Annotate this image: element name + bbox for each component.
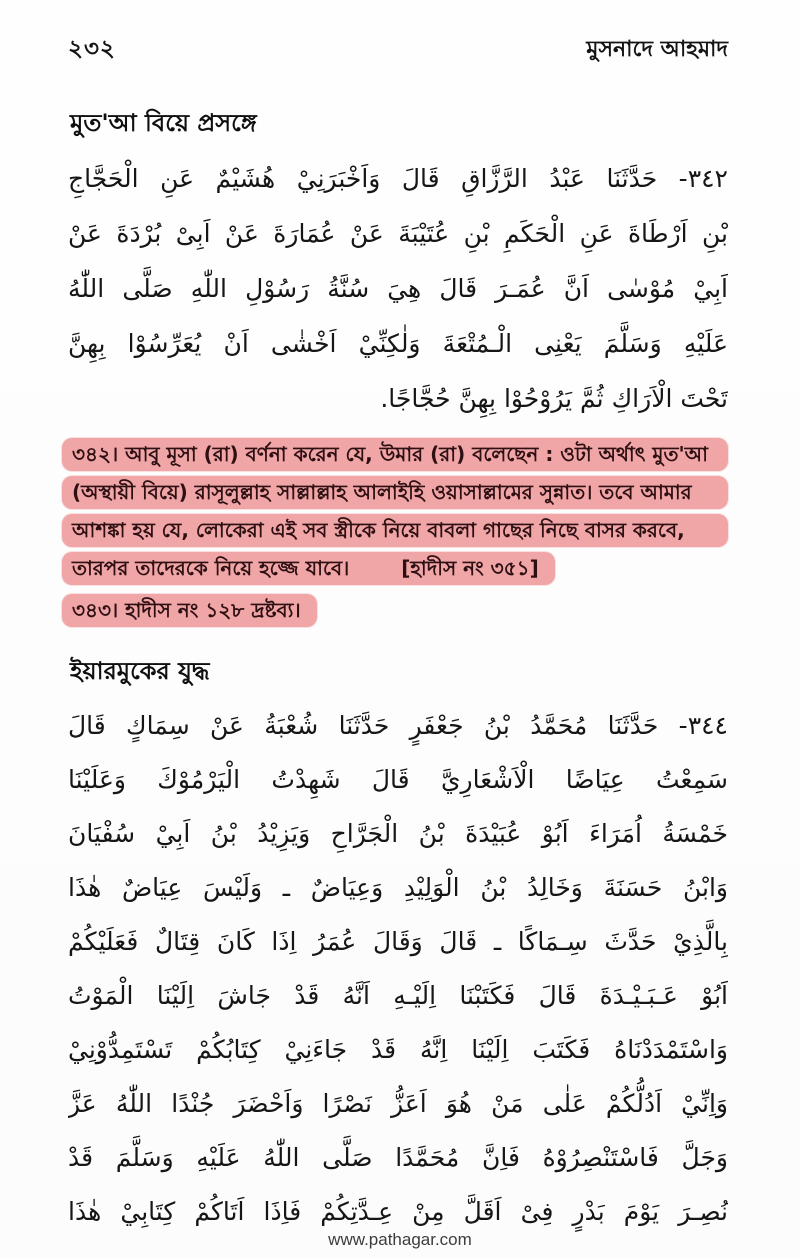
hadith-342-arabic-text bbox=[68, 151, 728, 426]
website-watermark: www.pathagar.com bbox=[328, 1230, 472, 1249]
section-heading-muta: মুত'আ বিয়ে প্রসঙ্গে bbox=[70, 109, 257, 137]
arabic-line: بْنِ اَرْطَاةَ عَنِ الْحَكَمِ بْنِ عُتَيْبَةَ عَنْ عُمَارَةَ عَنْ اَبِىْ بُرْدَةَ عَنْ bbox=[68, 219, 728, 248]
arabic-line: وَاِنِّيْ اَدُلُّكُمْ عَلٰى مَنْ هُوَ اَعَزُّ نَصْرًا وَاَحْضَرَ جُنْدًا اللّٰهُ عَزَّ bbox=[68, 1089, 728, 1118]
arabic-line: وَجَلَّ فَاسْتَنْصِرُوْهُ فَاِنَّ مُحَمَّدًا صَلَّى اللّٰهُ عَلَيْهِ وَسَلَّمَ قَدْ bbox=[68, 1143, 728, 1172]
arabic-line: اَبِيْ مُوْسٰى اَنَّ عُمَـرَ قَالَ هِيَ سُنَّةُ رَسُوْلِ اللّٰهِ صَلَّى اللّٰهُ bbox=[68, 274, 728, 303]
arabic-line: خَمْسَةُ اُمَرَاءَ اَبُوْ عُبَيْدَةَ بْنُ الْجَرَّاحِ وَيَزِيْدُ بْنُ اَبِيْ سُفْيَانَ bbox=[68, 819, 728, 848]
arabic-line: بِالَّذِيْ حَدَّثَ سِـمَاكًا ـ قَالَ وَقَالَ عُمَرُ اِذَا كَانَ قِتَالٌ فَعَلَيْكُمْ bbox=[68, 927, 728, 956]
arabic-line: نُصِـرَ يَوْمَ بَدْرٍ فِىْ اَقَلَّ مِنْ عِـدَّتِكُمْ فَاِذَا اَتَاكُمْ كِتَابِيْ هٰذَا bbox=[68, 1197, 728, 1226]
translation-last-line: তারপর তাদেরকে নিয়ে হজ্জে যাবে। bbox=[72, 556, 350, 580]
arabic-line: ٣٤٤- حَدَّثَنَا مُحَمَّدُ بْنُ جَعْفَرٍ حَدَّثَنَا شُعْبَةُ عَنْ سِمَاكٍ قَالَ bbox=[68, 711, 728, 740]
arabic-line: عَلَيْهِ وَسَلَّمَ يَعْنِى الْـمُتْعَةَ وَلٰكِنِّيْ اَخْشٰى اَنْ يُعَرِّسُوْا بِهِنَّ bbox=[68, 329, 728, 358]
page-header bbox=[68, 30, 728, 69]
arabic-line: وَابْنُ حَسَنَةَ وَخَالِدُ بْنُ الْوَلِيْدِ وَعِيَاضٌ ـ وَلَيْسَ عِيَاضٌ هٰذَا bbox=[68, 873, 728, 902]
book-title: মুসনাদে আহমাদ bbox=[586, 37, 728, 62]
arabic-line: اَبُوْ عَـبَـيْـدَةَ قَالَ فَكَتَبْنَا اِلَيْـهِ اَنَّهُ قَدْ جَاشَ اِلَيْنَا الْمَوْتُ bbox=[68, 981, 728, 1010]
cross-reference-343: ৩৪৩। হাদীস নং ১২৮ দ্রষ্টব্য। bbox=[62, 594, 317, 627]
hadith-342-translation bbox=[68, 438, 728, 627]
highlighted-line: আশঙ্কা হয় যে, লোকেরা এই সব স্ত্রীকে নিয়ে বাবলা গাছের নিছে বাসর করবে, bbox=[62, 514, 728, 547]
highlighted-line: ৩৪২। আবু মূসা (রা) বর্ণনা করেন যে, উমার (রা) বলেছেন : ওটা অর্থাৎ মুত'আ bbox=[62, 438, 728, 471]
highlighted-line bbox=[62, 552, 555, 585]
section-heading-yarmouk: ইয়ারমুকের যুদ্ধ bbox=[70, 657, 210, 685]
arabic-line: وَاسْتَمْدَدْنَاهُ فَكَتَبَ اِلَيْنَا اِنَّهُ قَدْ جَاءَنِيْ كِتَابُكُمْ تَسْتَمِدُّوْنِيْ bbox=[68, 1035, 728, 1064]
page-number: ২৩২ bbox=[68, 36, 116, 62]
arabic-line: ٣٤٢- حَدَّثَنَا عَبْدُ الرَّزَّاقِ قَالَ وَاَخْبَرَنِيْ هُشَيْمٌ عَنِ الْحَجَّاجِ bbox=[68, 164, 728, 193]
hadith-reference-tag: [হাদীস নং ৩৫১] bbox=[401, 556, 539, 580]
highlighted-line: (অস্থায়ী বিয়ে) রাসূলুল্লাহ সাল্লাল্লাহ আলাইহি ওয়াসাল্লামের সুন্নাত। তবে আমার bbox=[62, 476, 728, 509]
arabic-line: سَمِعْتُ عِيَاضًا الْاَشْعَارِيَّ قَالَ شَهِدْتُ الْيَرْمُوْكَ وَعَلَيْنَا bbox=[68, 765, 728, 794]
arabic-line: تَحْتَ الْاَرَاكِ ثُمَّ يَرُوْحُوْا بِهِنَّ حُجَّاجًا. bbox=[380, 384, 728, 413]
hadith-344-arabic-text bbox=[68, 699, 728, 1239]
